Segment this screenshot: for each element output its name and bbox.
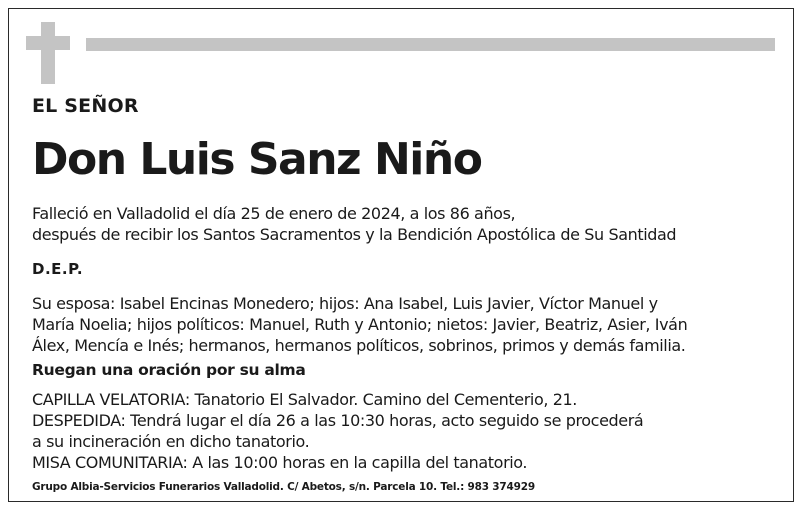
decorative-bar xyxy=(86,38,775,51)
family-list xyxy=(32,293,687,356)
family-line: María Noelia; hijos políticos: Manuel, Ruth y Antonio; nietos: Javier, Beatriz, Asier, Iván xyxy=(32,315,688,334)
death-details xyxy=(32,203,676,245)
service-line: MISA COMUNITARIA: A las 10:00 horas en la capilla del tanatorio. xyxy=(32,453,528,472)
prayer-request: Ruegan una oración por su alma xyxy=(32,361,306,379)
service-line: DESPEDIDA: Tendrá lugar el día 26 a las 10:30 horas, acto seguido se procederá xyxy=(32,411,644,430)
service-line: CAPILLA VELATORIA: Tanatorio El Salvador. Camino del Cementerio, 21. xyxy=(32,390,577,409)
funeral-home-footer: Grupo Albia-Servicios Funerarios Valladolid. C/ Abetos, s/n. Parcela 10. Tel.: 983 374929 xyxy=(32,481,535,493)
death-line: Falleció en Valladolid el día 25 de enero de 2024, a los 86 años, xyxy=(32,204,516,223)
family-line: Álex, Mencía e Inés; hermanos, hermanos políticos, sobrinos, primos y demás familia. xyxy=(32,336,686,355)
service-line: a su incineración en dicho tanatorio. xyxy=(32,432,310,451)
cross-icon xyxy=(26,22,70,84)
rip-label: D.E.P. xyxy=(32,260,84,278)
death-line: después de recibir los Santos Sacramentos y la Bendición Apostólica de Su Santidad xyxy=(32,225,677,244)
notice-heading: EL SEÑOR xyxy=(32,95,139,117)
obituary-notice xyxy=(8,8,794,502)
family-line: Su esposa: Isabel Encinas Monedero; hijos: Ana Isabel, Luis Javier, Víctor Manuel y xyxy=(32,294,658,313)
service-details xyxy=(32,389,643,473)
deceased-name: Don Luis Sanz Niño xyxy=(32,134,482,185)
